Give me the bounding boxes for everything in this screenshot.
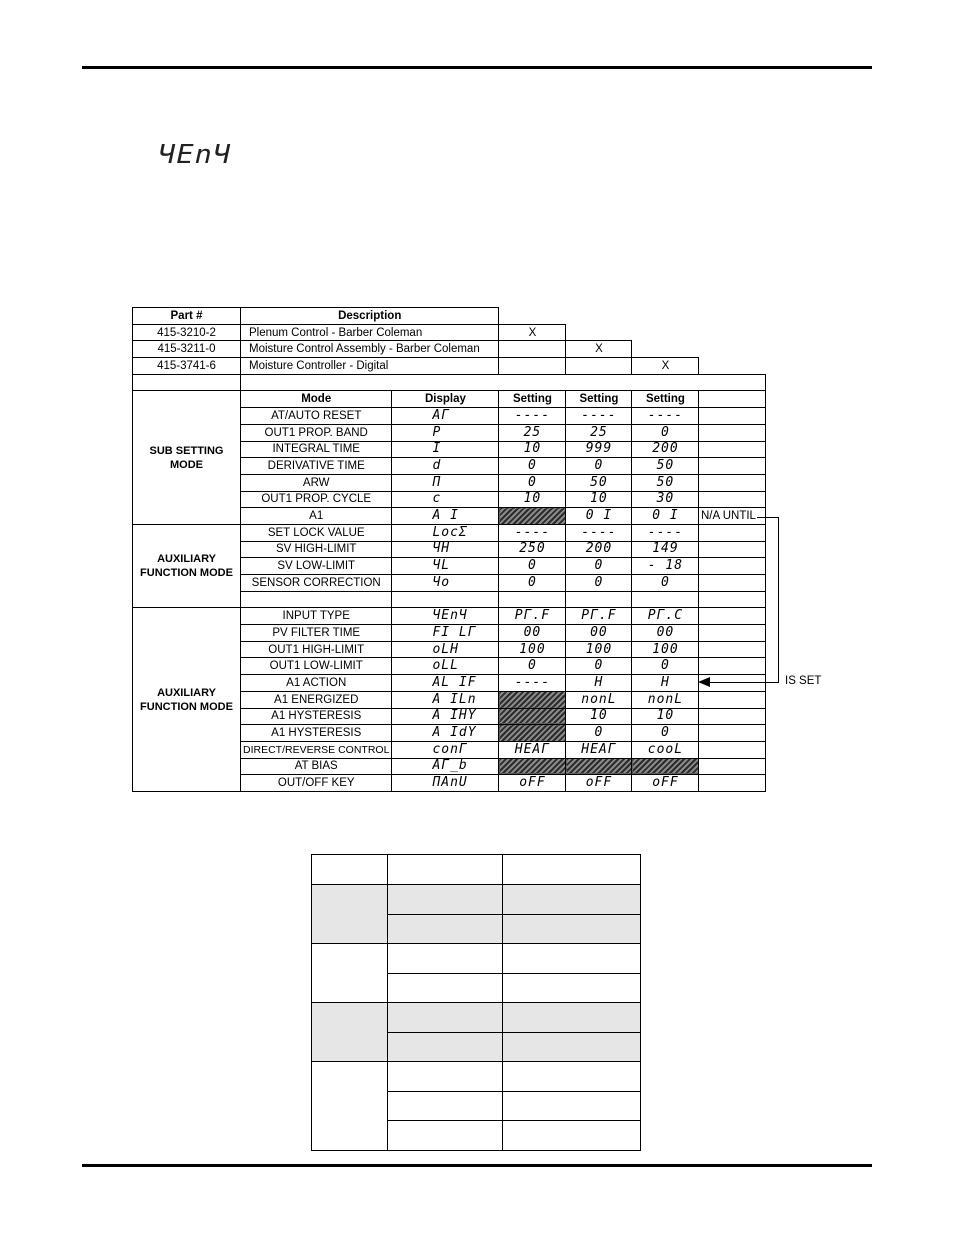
mode-name: A1 HYSTERESIS <box>241 725 392 742</box>
setting-value: ---- <box>499 408 566 425</box>
setting-value: HEAΓ <box>499 741 566 758</box>
setting-value: oFF <box>566 775 632 792</box>
setting-value: ---- <box>499 675 566 692</box>
mode-name: OUT/OFF KEY <box>241 775 392 792</box>
mode-name: INTEGRAL TIME <box>241 441 392 458</box>
hatched-cell <box>499 708 566 725</box>
setting-value: ---- <box>499 524 566 541</box>
setting-value: 25 <box>499 424 566 441</box>
display-code: AL IF <box>392 675 499 692</box>
setting-value: 0 <box>566 575 632 592</box>
mode-name: A1 HYSTERESIS <box>241 708 392 725</box>
blank-grid-table <box>311 854 641 1151</box>
setting-value: 0 I <box>566 508 632 525</box>
setting-value: 0 <box>632 658 699 675</box>
arrow-left-icon <box>698 677 710 687</box>
mode-name: AT BIAS <box>241 758 392 775</box>
mode-name: DERIVATIVE TIME <box>241 458 392 475</box>
display-code: A I <box>392 508 499 525</box>
mode-name: OUT1 PROP. BAND <box>241 424 392 441</box>
setting-value: 00 <box>566 625 632 642</box>
mode-header: Mode <box>241 391 392 408</box>
display-code: ΠAnU <box>392 775 499 792</box>
setting-value: H <box>566 675 632 692</box>
setting-value: HEAΓ <box>566 741 632 758</box>
na-until-note: N/A UNTIL <box>701 510 756 522</box>
mode-name: DIRECT/REVERSE CONTROL <box>241 741 392 758</box>
setting-value: 250 <box>499 541 566 558</box>
mode-name: SET LOCK VALUE <box>241 524 392 541</box>
display-code: A ILn <box>392 691 499 708</box>
display-code: oLL <box>392 658 499 675</box>
setting-value: 50 <box>632 474 699 491</box>
setting-value: ---- <box>566 408 632 425</box>
setting-value: 0 <box>632 424 699 441</box>
table-row <box>133 524 766 541</box>
setting-value: ---- <box>632 524 699 541</box>
part-number: 415-3211-0 <box>133 341 241 358</box>
display-code: A IdY <box>392 725 499 742</box>
setting-value: 10 <box>499 441 566 458</box>
hatched-cell <box>499 758 566 775</box>
setting-value: 0 <box>499 558 566 575</box>
setting-value: 10 <box>632 708 699 725</box>
connector-line-bottom <box>708 682 779 683</box>
hatched-cell <box>499 508 566 525</box>
setting-value: 0 <box>566 458 632 475</box>
is-set-note: IS SET <box>785 675 822 687</box>
setting-value: 00 <box>499 625 566 642</box>
mode-name: SV HIGH-LIMIT <box>241 541 392 558</box>
setting-value: ---- <box>632 408 699 425</box>
hatched-cell <box>499 691 566 708</box>
setting-value: ΡΓ.F <box>566 608 632 625</box>
setting-value: H <box>632 675 699 692</box>
part-number: 415-3210-2 <box>133 324 241 341</box>
display-code: ЧH <box>392 541 499 558</box>
setting-value: 50 <box>632 458 699 475</box>
setting-value: 149 <box>632 541 699 558</box>
setting-value: 30 <box>632 491 699 508</box>
hatched-cell <box>566 758 632 775</box>
display-code: oLH <box>392 641 499 658</box>
display-code: ЧEnЧ <box>392 608 499 625</box>
setting-value: 0 <box>499 474 566 491</box>
connector-line-top <box>757 517 779 518</box>
mode-name: AT/AUTO RESET <box>241 408 392 425</box>
setting-header: Setting <box>499 391 566 408</box>
settings-table <box>132 307 766 792</box>
setting-value: 10 <box>566 708 632 725</box>
part-description: Moisture Control Assembly - Barber Coleman <box>241 341 499 358</box>
hatched-cell <box>632 758 699 775</box>
display-code: FI LΓ <box>392 625 499 642</box>
display-code: c <box>392 491 499 508</box>
display-code: ΑΓ_b <box>392 758 499 775</box>
setting-value: 0 <box>566 725 632 742</box>
display-code: I <box>392 441 499 458</box>
connector-line-vertical <box>778 517 779 683</box>
mode-name: SENSOR CORRECTION <box>241 575 392 592</box>
setting-value: 0 <box>499 658 566 675</box>
setting-header: Setting <box>566 391 632 408</box>
display-code: conΓ <box>392 741 499 758</box>
setting-value: 10 <box>566 491 632 508</box>
display-code: Π <box>392 474 499 491</box>
setting-value: 00 <box>632 625 699 642</box>
setting-value: 100 <box>499 641 566 658</box>
part-mark: X <box>499 324 566 341</box>
setting-value: 0 <box>632 575 699 592</box>
setting-value: 0 <box>499 575 566 592</box>
display-code: LocΣ <box>392 524 499 541</box>
setting-value: 0 <box>499 458 566 475</box>
part-mark: X <box>632 358 699 375</box>
sub-setting-mode-label: SUB SETTING MODE <box>133 391 241 525</box>
setting-value: oFF <box>499 775 566 792</box>
setting-value: 0 <box>632 725 699 742</box>
setting-value: 0 I <box>632 508 699 525</box>
setting-header: Setting <box>632 391 699 408</box>
part-header: Part # <box>133 308 241 325</box>
setting-value: oFF <box>632 775 699 792</box>
setting-value: 0 <box>566 558 632 575</box>
setting-value: nonL <box>632 691 699 708</box>
setting-value: ΡΓ.C <box>632 608 699 625</box>
setting-value: 100 <box>566 641 632 658</box>
setting-value: 100 <box>632 641 699 658</box>
part-number: 415-3741-6 <box>133 358 241 375</box>
sens-display-icon: ЧEnЧ <box>158 140 232 170</box>
description-header: Description <box>241 308 499 325</box>
setting-value: - 18 <box>632 558 699 575</box>
display-code: ЧL <box>392 558 499 575</box>
setting-value: 200 <box>566 541 632 558</box>
display-code: Чo <box>392 575 499 592</box>
setting-value: 200 <box>632 441 699 458</box>
display-code: ΑΓ <box>392 408 499 425</box>
mode-name: A1 ENERGIZED <box>241 691 392 708</box>
setting-value: 999 <box>566 441 632 458</box>
footer-rule <box>82 1164 872 1167</box>
setting-value: ΡΓ.F <box>499 608 566 625</box>
setting-value: 10 <box>499 491 566 508</box>
aux-function-mode-label: AUXILIARY FUNCTION MODE <box>133 608 241 792</box>
setting-value: 50 <box>566 474 632 491</box>
setting-value: ---- <box>566 524 632 541</box>
mode-name: A1 ACTION <box>241 675 392 692</box>
hatched-cell <box>499 725 566 742</box>
mode-name: OUT1 LOW-LIMIT <box>241 658 392 675</box>
part-mark: X <box>566 341 632 358</box>
aux-function-mode-label: AUXILIARY FUNCTION MODE <box>133 524 241 607</box>
display-code: P <box>392 424 499 441</box>
table-row <box>133 608 766 625</box>
part-description: Moisture Controller - Digital <box>241 358 499 375</box>
setting-value: cooL <box>632 741 699 758</box>
mode-name: PV FILTER TIME <box>241 625 392 642</box>
mode-name: SV LOW-LIMIT <box>241 558 392 575</box>
mode-name: ARW <box>241 474 392 491</box>
setting-value: 0 <box>566 658 632 675</box>
part-description: Plenum Control - Barber Coleman <box>241 324 499 341</box>
display-code: A IHY <box>392 708 499 725</box>
mode-name: OUT1 HIGH-LIMIT <box>241 641 392 658</box>
setting-value: 25 <box>566 424 632 441</box>
mode-name: A1 <box>241 508 392 525</box>
header-rule <box>82 66 872 69</box>
display-header: Display <box>392 391 499 408</box>
display-code: d <box>392 458 499 475</box>
mode-name: INPUT TYPE <box>241 608 392 625</box>
setting-value: nonL <box>566 691 632 708</box>
mode-name: OUT1 PROP. CYCLE <box>241 491 392 508</box>
